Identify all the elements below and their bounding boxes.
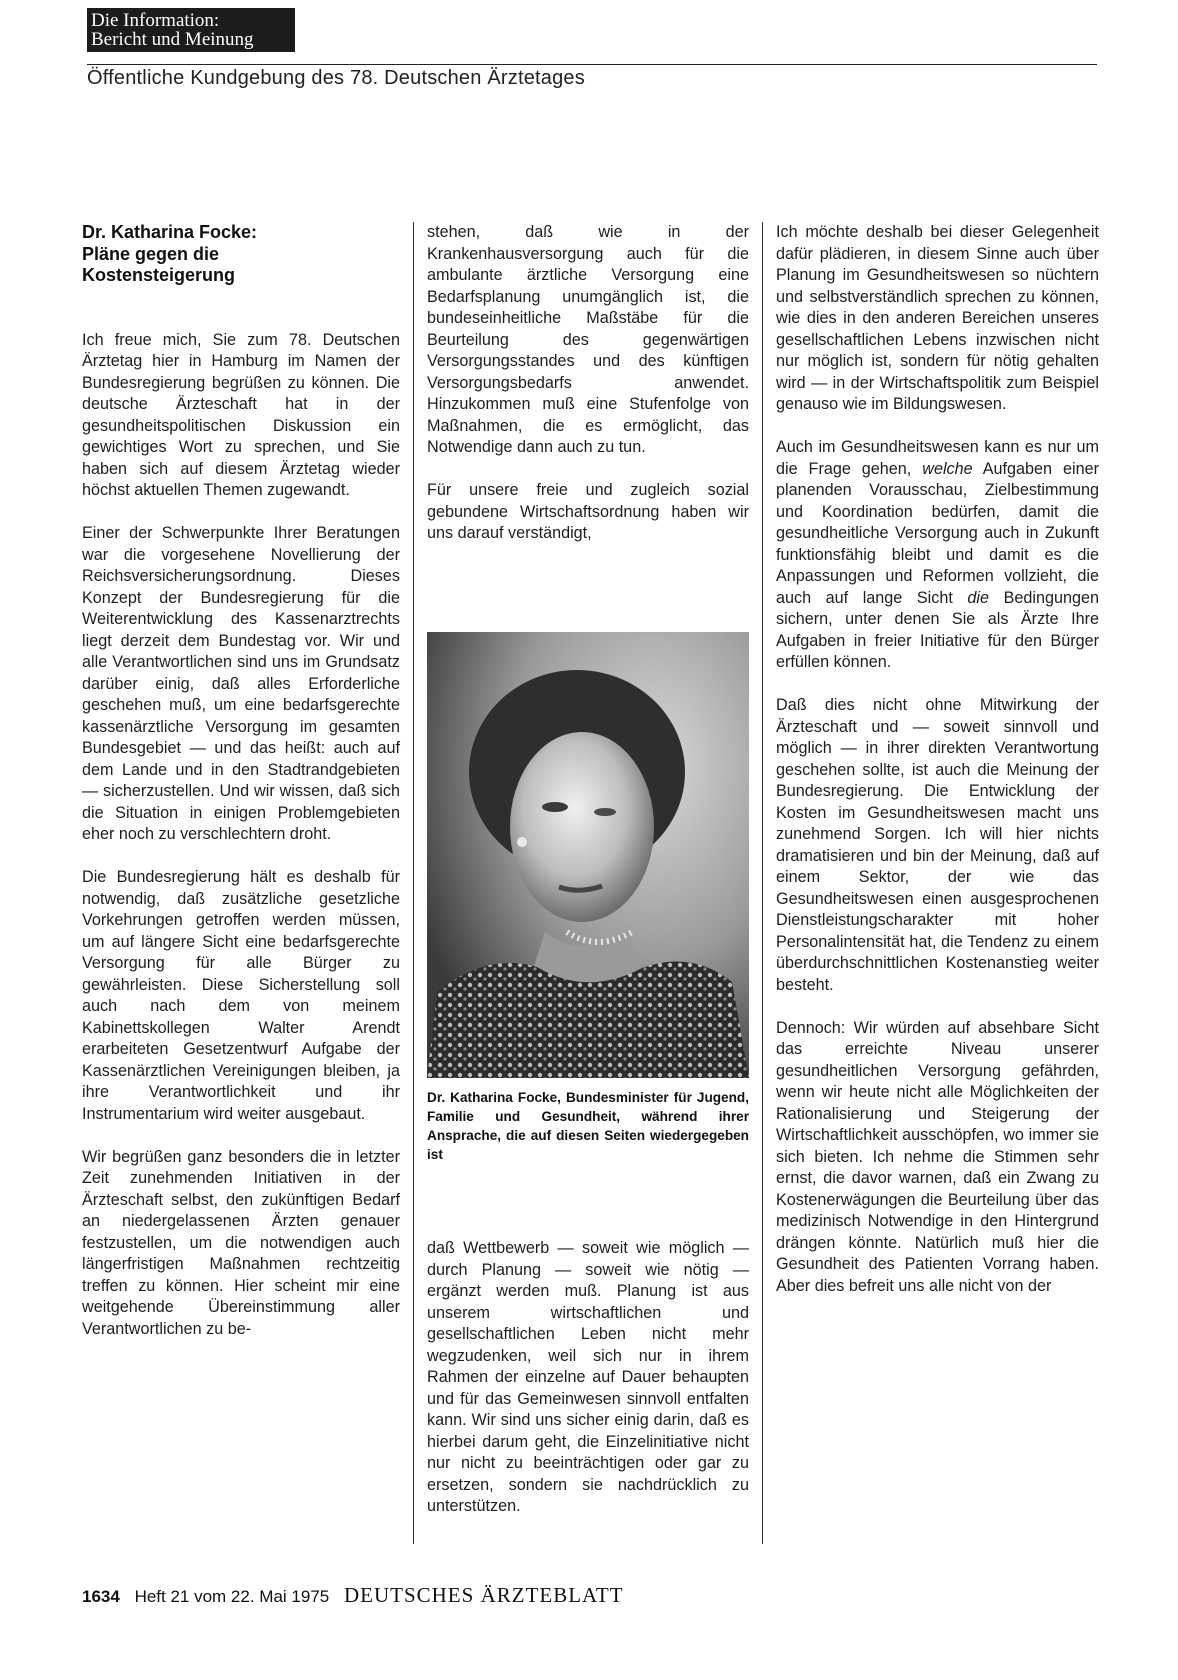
portrait-illustration xyxy=(427,632,749,1078)
page-footer xyxy=(82,1583,624,1608)
column-divider-2 xyxy=(762,222,763,1544)
text-run: Bedingungen sichern, unter denen Sie als Ärzte Ihre Aufgaben in freier Initiative für den Bürger erfüllen können. xyxy=(776,588,1099,671)
issue-info: Heft 21 vom 22. Mai 1975 xyxy=(134,1587,330,1606)
paragraph: stehen, daß wie in der Krankenhausversorgung auch für die ambulante ärztliche Versorgung eine Bedarfsplanung unumgänglich ist, die bundeseinheitliche Maßstäbe für die Beurteilung des gegenwärtigen Versorgungsstandes und des künftigen Versorgungsbedarfs anwendet. Hinzukommen muß eine Stufenfolge von Maßnahmen, die es ermöglicht, das Notwendige dann auch zu tun. xyxy=(427,223,749,456)
text-run: Auch im Gesundheitswesen kann es nur um die Frage gehen, xyxy=(776,438,1099,478)
paragraph: Die Bundesregierung hält es deshalb für notwendig, daß zusätzliche gesetzliche Vorkehrungen getroffen werden müssen, um auf längere Sicht eine bedarfsgerechte Versorgung für alle Bürger zu gewährleisten. Diese Sicherstellung soll auch nach dem von meinem Kabinettskollegen Walter Arendt erarbeiteten Gesetzentwurf Aufgabe der Kassenärztlichen Vereinigungen bleiben, ja ihre Verantwortlichkeit und ihr Instrumentarium wird weiter ausgebaut. xyxy=(82,868,400,1123)
paragraph: Daß dies nicht ohne Mitwirkung der Ärzteschaft und — soweit sinnvoll und möglich — in ihrer direkten Verantwortung geschehen sollte, ist auch die Meinung der Bundesregierung. Die Entwicklung der Kosten im Gesundheitswesen macht uns zunehmend Sorgen. Ich will hier nichts dramatisieren und bin der Meinung, daß auf einem Sektor, der wie das Gesundheitswesen einen ausgesprochenen Dienstleistungscharakter mit hoher Personalintensität hat, die Tendenz zu einem überdurchschnittlichen Kostenanstieg weiter besteht. xyxy=(776,696,1099,994)
headline-line-2: Pläne gegen die xyxy=(82,243,220,264)
column-divider-1 xyxy=(413,222,414,1544)
page-number: 1634 xyxy=(82,1587,120,1606)
paragraph: Einer der Schwerpunkte Ihrer Beratungen war die vorgesehene Novellierung der Reichsversicherungsordnung. Dieses Konzept der Bundesregierung für die Weiterentwicklung des Kassenarztrechts liegt derzeit dem Bundestag vor. Wir und alle Verantwortlichen sind uns im Grundsatz darüber einig, daß alles Erforderliche geschehen muß, um eine bedarfsgerechte kassenärztliche Versorgung im gesamten Bundesgebiet — und das heißt: auch auf dem Lande und in den Stadtrandgebieten — sicherzustellen. Und wir wissen, daß sich die Situation in einigen Problemgebieten eher noch zu verschlechtern droht. xyxy=(82,524,400,843)
column-2-bottom xyxy=(427,1238,749,1539)
paragraph: Ich freue mich, Sie zum 78. Deutschen Ärztetag hier in Hamburg im Namen der Bundesregierung begrüßen zu können. Die deutsche Ärzteschaft hat in der gesundheitspolitischen Diskussion ein gewichtiges Wort zu sprechen, und Sie haben sich auf diesem Ärztetag wieder höchst aktuellen Themen zugewandt. xyxy=(82,330,400,499)
emphasis: welche xyxy=(922,459,973,478)
text-run: Aufgaben einer planenden Vorausschau, Zielbestimmung und Koordination bedürfen, damit die gesundheitliche Versorgung auch in Zukunft funktionsfähig bleibt und damit es die Anpassungen und Reformen vollzieht, die auch auf lange Sicht xyxy=(776,459,1099,607)
column-1 xyxy=(82,222,400,1362)
emphasis: die xyxy=(967,588,990,607)
paragraph: Wir begrüßen ganz besonders die in letzter Zeit zunehmenden Initiativen in der Ärzteschaft selbst, den zukünftigen Bedarf an niedergelassenen Ärzten genauer festzustellen, um die notwendigen auch längerfristigen Maßnahmen rechtzeitig treffen zu können. Hier scheint mir eine weitgehende Übereinstimmung aller Verantwortlichen zu be- xyxy=(82,1147,400,1338)
paragraph: Für unsere freie und zugleich sozial gebundene Wirtschaftsordnung haben wir uns darauf verständigt, xyxy=(427,481,749,542)
paragraph xyxy=(776,437,1099,674)
column-2-top xyxy=(427,222,749,566)
headline-line-3: Kostensteigerung xyxy=(82,265,236,285)
headline-line-1: Dr. Katharina Focke: xyxy=(82,222,258,242)
kicker: Öffentliche Kundgebung des 78. Deutschen Ärztetages xyxy=(87,67,585,89)
paragraph: Dennoch: Wir würden auf absehbare Sicht das erreichte Niveau unserer gesundheitlichen Versorgung gefährden, wenn wir heute nicht alle Möglichkeiten der Rationalisierung und Steigerung der Wirtschaftlichkeit ausschöpfen, wo immer sie sich bieten. Ich nehme die Stimmen sehr ernst, die davor warnen, daß ein Zwang zu Kostenerwägungen die Beurteilung über das medizinisch Notwendige in den Hintergrund drängen könnte. Natürlich muß hier die Gesundheit des Patienten Vorrang haben. Aber dies befreit uns alle nicht von der xyxy=(776,1018,1099,1295)
section-label-line2: Bericht und Meinung xyxy=(91,29,254,50)
section-badge xyxy=(87,8,295,52)
paragraph: Ich möchte deshalb bei dieser Gelegenheit dafür plädieren, in diesem Sinne auch über Planung im Gesundheitswesen so nüchtern und selbstverständlich sprechen zu können, wie dies in den anderen Bereichen unseres gesellschaftlichen Lebens inzwischen nicht nur möglich ist, sondern für nötig gehalten wird — in der Wirtschaftspolitik zum Beispiel genauso wie im Bildungswesen. xyxy=(776,223,1099,413)
photo-caption: Dr. Katharina Focke, Bundesminister für Jugend, Familie und Gesundheit, während ihrer Ansprache, die auf diesen Seiten wiedergegeben ist xyxy=(427,1090,749,1162)
article-headline xyxy=(82,222,400,287)
paragraph: daß Wettbewerb — soweit wie möglich — durch Planung — soweit wie nötig — ergänzt werden muß. Planung ist aus unserem wirtschaftlichen und gesellschaftlichen Leben nicht mehr wegzudenken, weil sich nur in ihrem Rahmen der einzelne auf Dauer behaupten und für das Gemeinwesen sinnvoll entfalten kann. Wir sind uns sicher einig darin, daß es hierbei darum geht, die Einzelinitiative nicht nur nicht zu beeinträchtigen oder gar zu ersetzen, sondern sie nachdrücklich zu unterstützen. xyxy=(427,1239,749,1515)
section-label-line1: Die Information: xyxy=(91,10,220,31)
column-3 xyxy=(776,222,1099,1319)
magazine-name: DEUTSCHES ÄRZTEBLATT xyxy=(343,1583,624,1607)
portrait-photo xyxy=(427,632,749,1078)
header-rule xyxy=(87,64,1097,65)
